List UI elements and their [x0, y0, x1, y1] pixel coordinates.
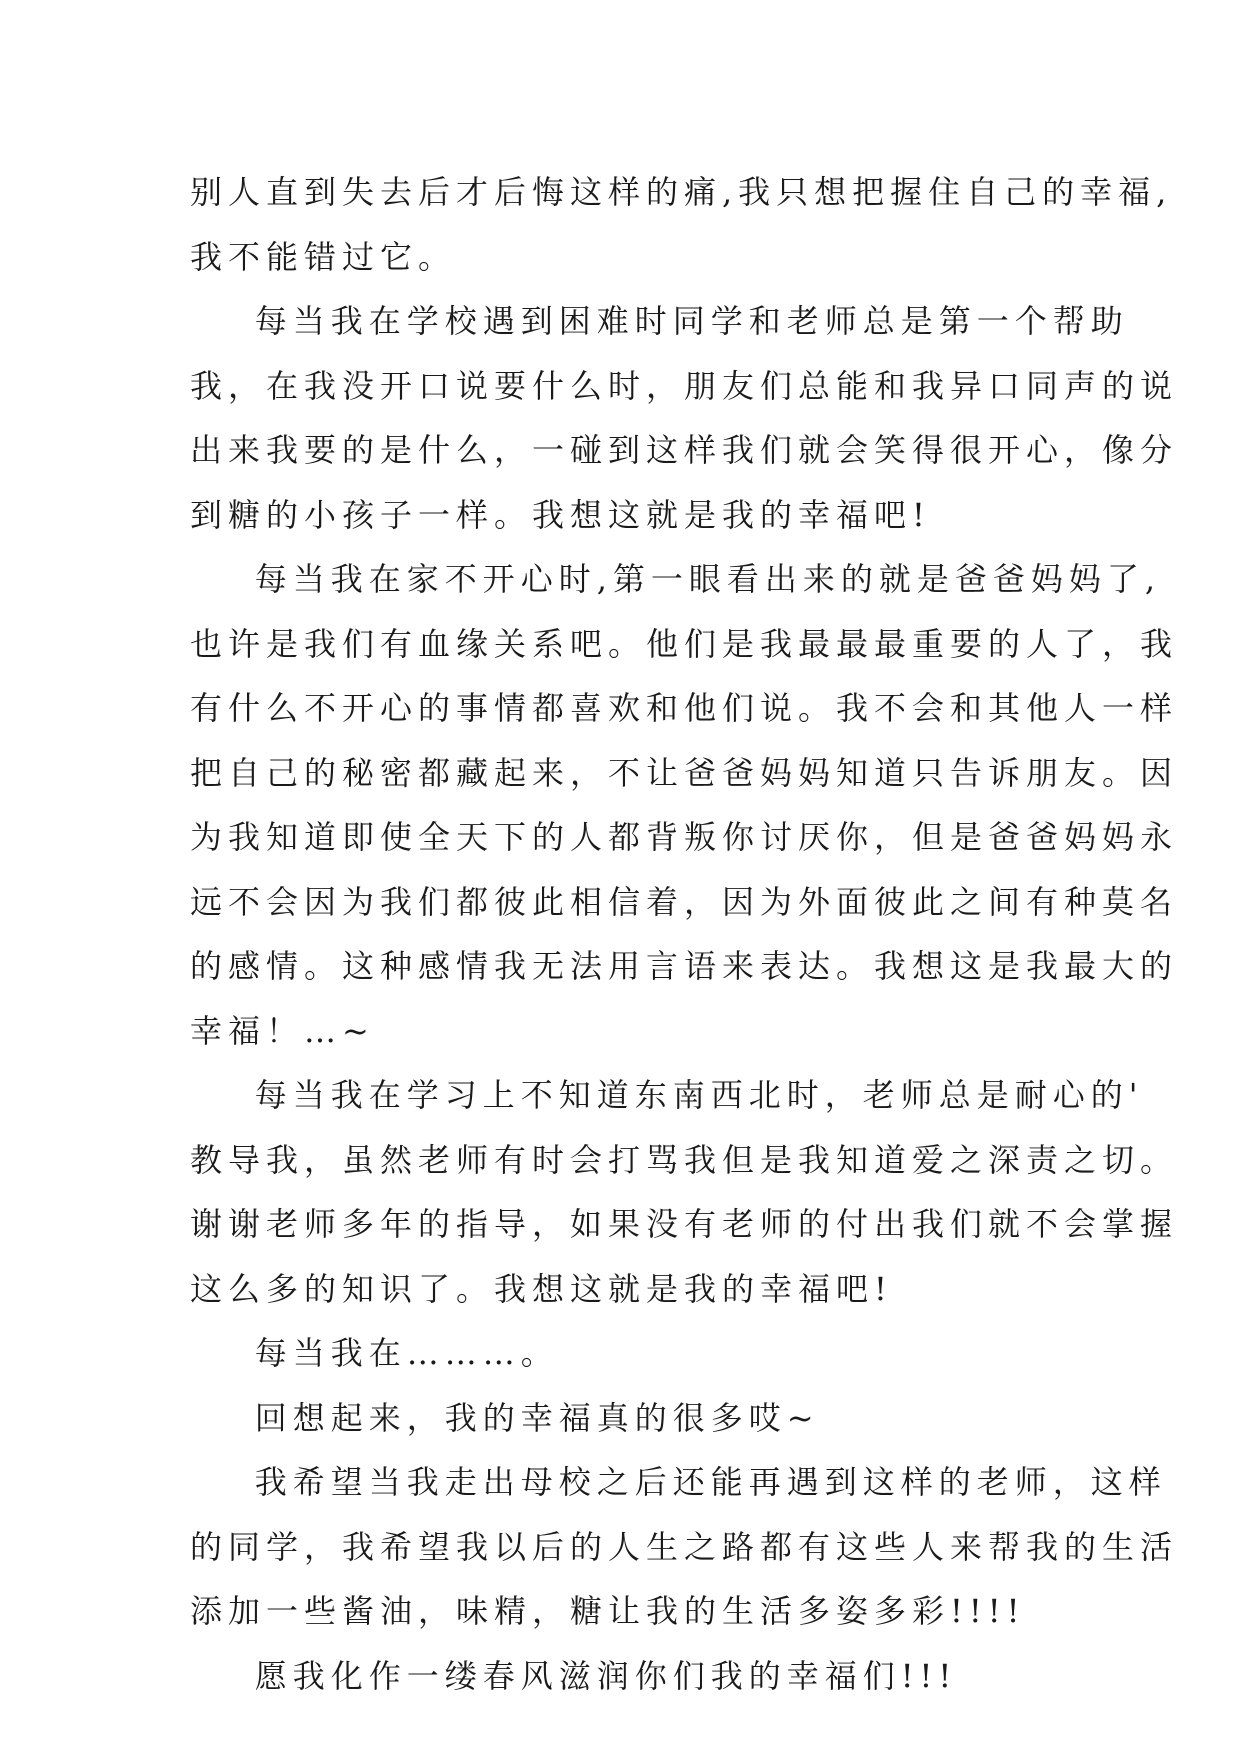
- text-line: 也许是我们有血缘关系吧。他们是我最最最重要的人了，我: [190, 624, 1179, 663]
- text-line: 的感情。这种感情我无法用言语来表达。我想这是我最大的: [190, 947, 1179, 985]
- text-line: 远不会因为我们都彼此相信着，因为外面彼此之间有种莫名: [190, 882, 1179, 921]
- text-line: 我不能错过它。: [190, 237, 457, 276]
- text-line: 把自己的秘密都藏起来，不让爸爸妈妈知道只告诉朋友。因: [190, 753, 1179, 792]
- text-line: 谢谢老师多年的指导，如果没有老师的付出我们就不会掌握: [190, 1205, 1179, 1243]
- text-line: 教导我，虽然老师有时会打骂我但是我知道爱之深责之切。: [190, 1140, 1179, 1179]
- text-line: 每当我在家不开心时,第一眼看出来的就是爸爸妈妈了,: [190, 560, 1162, 598]
- text-line: 这么多的知识了。我想这就是我的幸福吧!: [190, 1269, 893, 1308]
- text-line: 我，在我没开口说要什么时，朋友们总能和我异口同声的说: [190, 366, 1179, 405]
- text-line: 为我知道即使全天下的人都背叛你讨厌你，但是爸爸妈妈永: [190, 818, 1179, 856]
- text-line: 每当我在学校遇到困难时同学和老师总是第一个帮助: [190, 302, 1129, 340]
- text-line: 到糖的小孩子一样。我想这就是我的幸福吧!: [190, 495, 931, 534]
- text-line: 每当我在………。: [190, 1334, 559, 1372]
- text-line: 有什么不开心的事情都喜欢和他们说。我不会和其他人一样: [190, 689, 1179, 727]
- text-line: 出来我要的是什么，一碰到这样我们就会笑得很开心，像分: [190, 431, 1179, 469]
- text-line: 的同学，我希望我以后的人生之路都有这些人来帮我的生活: [190, 1527, 1179, 1566]
- body-text: [190, 160, 1179, 1708]
- text-line: 愿我化作一缕春风滋润你们我的幸福们!!!: [190, 1656, 958, 1695]
- text-line: 每当我在学习上不知道东南西北时，老师总是耐心的': [190, 1076, 1144, 1114]
- text-line: 回想起来，我的幸福真的很多哎~: [190, 1398, 820, 1437]
- text-line: 别人直到失去后才后悔这样的痛,我只想把握住自己的幸福,: [190, 173, 1173, 211]
- text-line: 添加一些酱油，味精，糖让我的生活多姿多彩!!!!: [190, 1592, 1026, 1630]
- text-line: 幸福！…~: [190, 1011, 375, 1050]
- text-line: 我希望当我走出母校之后还能再遇到这样的老师，这样: [190, 1463, 1167, 1501]
